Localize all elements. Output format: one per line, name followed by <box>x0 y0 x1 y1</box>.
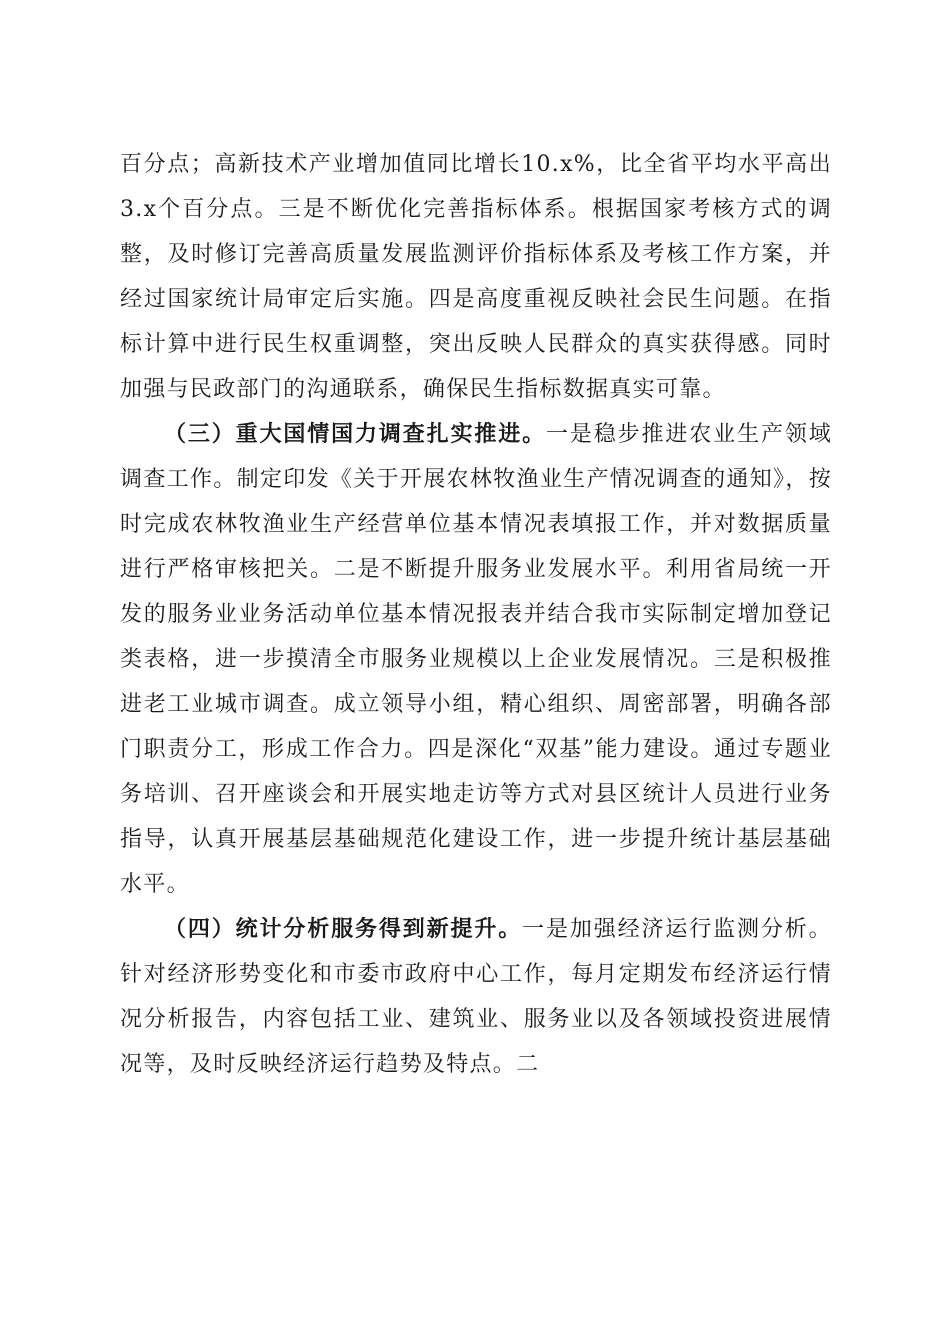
section-heading-three: （三）重大国情国力调查扎实推进。 <box>164 421 547 448</box>
paragraph-text: 百分点；高新技术产业增加值同比增长10.x%，比全省平均水平高出3.x个百分点。三是不断优化完善指标体系。根据国家考核方式的调整，及时修订完善高质量发展监测评价指标体系及考核工作方案，并经过国家统计局审定后实施。四是高度重视反映社会民生问题。在指标计算中进行民生权重调整，突出反映人民群众的真实获得感。同时加强与民政部门的沟通联系，确保民生指标数据真实可靠。 <box>120 152 832 402</box>
paragraph-continued <box>120 143 832 412</box>
section-heading-four: （四）统计分析服务得到新提升。 <box>164 916 523 943</box>
paragraph-text: 一是稳步推进农业生产领域调查工作。制定印发《关于开展农林牧渔业生产情况调查的通知》，按时完成农林牧渔业生产经营单位基本情况表填报工作，并对数据质量进行严格审核把关。二是不断提升服务业发展水平。利用省局统一开发的服务业业务活动单位基本情况报表并结合我市实际制定增加登记类表格，进一步摸清全市服务业规模以上企业发展情况。三是积极推进老工业城市调查。成立领导小组，精心组织、周密部署，明确各部门职责分工，形成工作合力。四是深化“双基”能力建设。通过专题业务培训、召开座谈会和开展实地走访等方式对县区统计人员进行业务指导，认真开展基层基础规范化建设工作，进一步提升统计基层基础水平。 <box>120 422 832 897</box>
paragraph-text: 一是加强经济运行监测分析。针对经济形势变化和市委市政府中心工作，每月定期发布经济运行情况分析报告，内容包括工业、建筑业、服务业以及各领域投资进展情况等，及时反映经济运行趋势及特点。二 <box>120 917 832 1078</box>
paragraph-section-four <box>120 907 832 1088</box>
document-body <box>120 143 832 1088</box>
paragraph-section-three <box>120 412 832 907</box>
